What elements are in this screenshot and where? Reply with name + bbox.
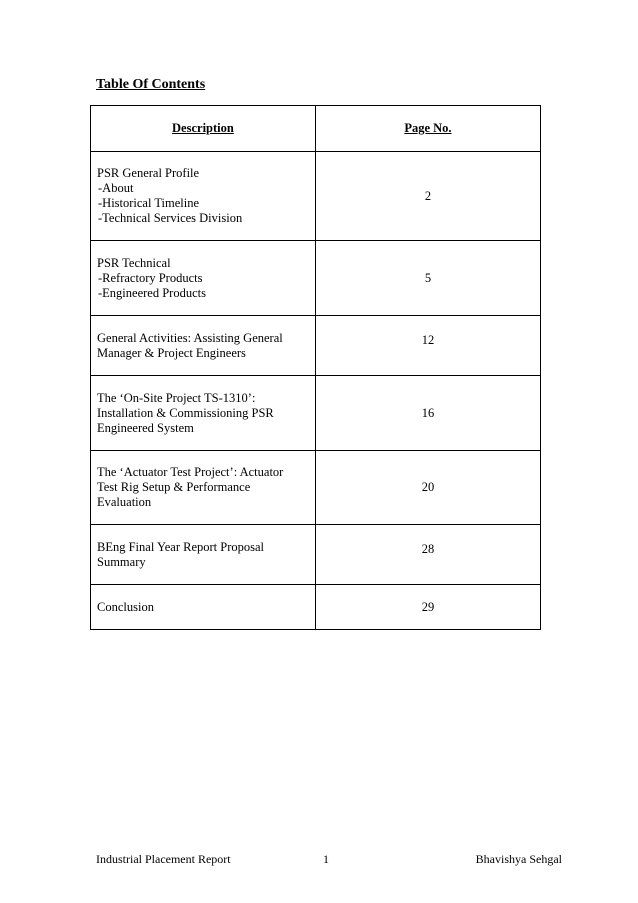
row-description [91,451,316,525]
row-page-number: 29 [315,585,540,630]
row-page-number: 16 [315,376,540,451]
row-page-number: 12 [315,316,540,376]
footer-report-title: Industrial Placement Report [96,852,231,866]
table-row [91,152,541,241]
row-line: Summary [97,554,146,569]
row-description [91,585,316,630]
row-line: Engineered System [97,420,194,435]
table-row [91,525,541,585]
table-row [91,376,541,451]
description-header: Description [91,106,316,152]
table-row [91,451,541,525]
row-line: -Technical Services Division [98,211,243,225]
table-row [91,241,541,316]
row-page-number: 20 [315,451,540,525]
row-line: Test Rig Setup & Performance [97,480,251,494]
row-line: Manager & Project Engineers [97,345,246,360]
row-description [91,316,316,376]
row-line: General Activities: Assisting General [97,330,283,345]
row-line: -Engineered Products [98,285,206,300]
row-line: Conclusion [97,599,154,614]
row-line: Installation & Commissioning PSR [97,405,274,420]
row-description [91,376,316,451]
row-description [91,152,316,241]
page-title: Table Of Contents [96,77,206,92]
row-line: -Refractory Products [98,270,203,285]
row-line: PSR General Profile [97,166,200,180]
table-header-row [91,106,541,152]
footer-author: Bhavishya Sehgal [475,852,562,866]
page-number-header: Page No. [315,106,540,152]
row-line: -About [98,181,134,195]
row-page-number: 28 [315,525,540,585]
table-row [91,316,541,376]
row-line: PSR Technical [97,255,171,270]
row-description [91,525,316,585]
footer-page-number: 1 [323,852,329,866]
row-line: Evaluation [97,495,152,509]
row-line: -Historical Timeline [98,196,200,210]
row-page-number: 2 [315,152,540,241]
table-row [91,585,541,630]
row-page-number: 5 [315,241,540,316]
row-line: The ‘Actuator Test Project’: Actuator [97,465,284,479]
row-line: The ‘On-Site Project TS-1310’: [97,390,256,405]
row-description [91,241,316,316]
row-line: BEng Final Year Report Proposal [97,539,265,554]
toc-table [90,105,541,630]
